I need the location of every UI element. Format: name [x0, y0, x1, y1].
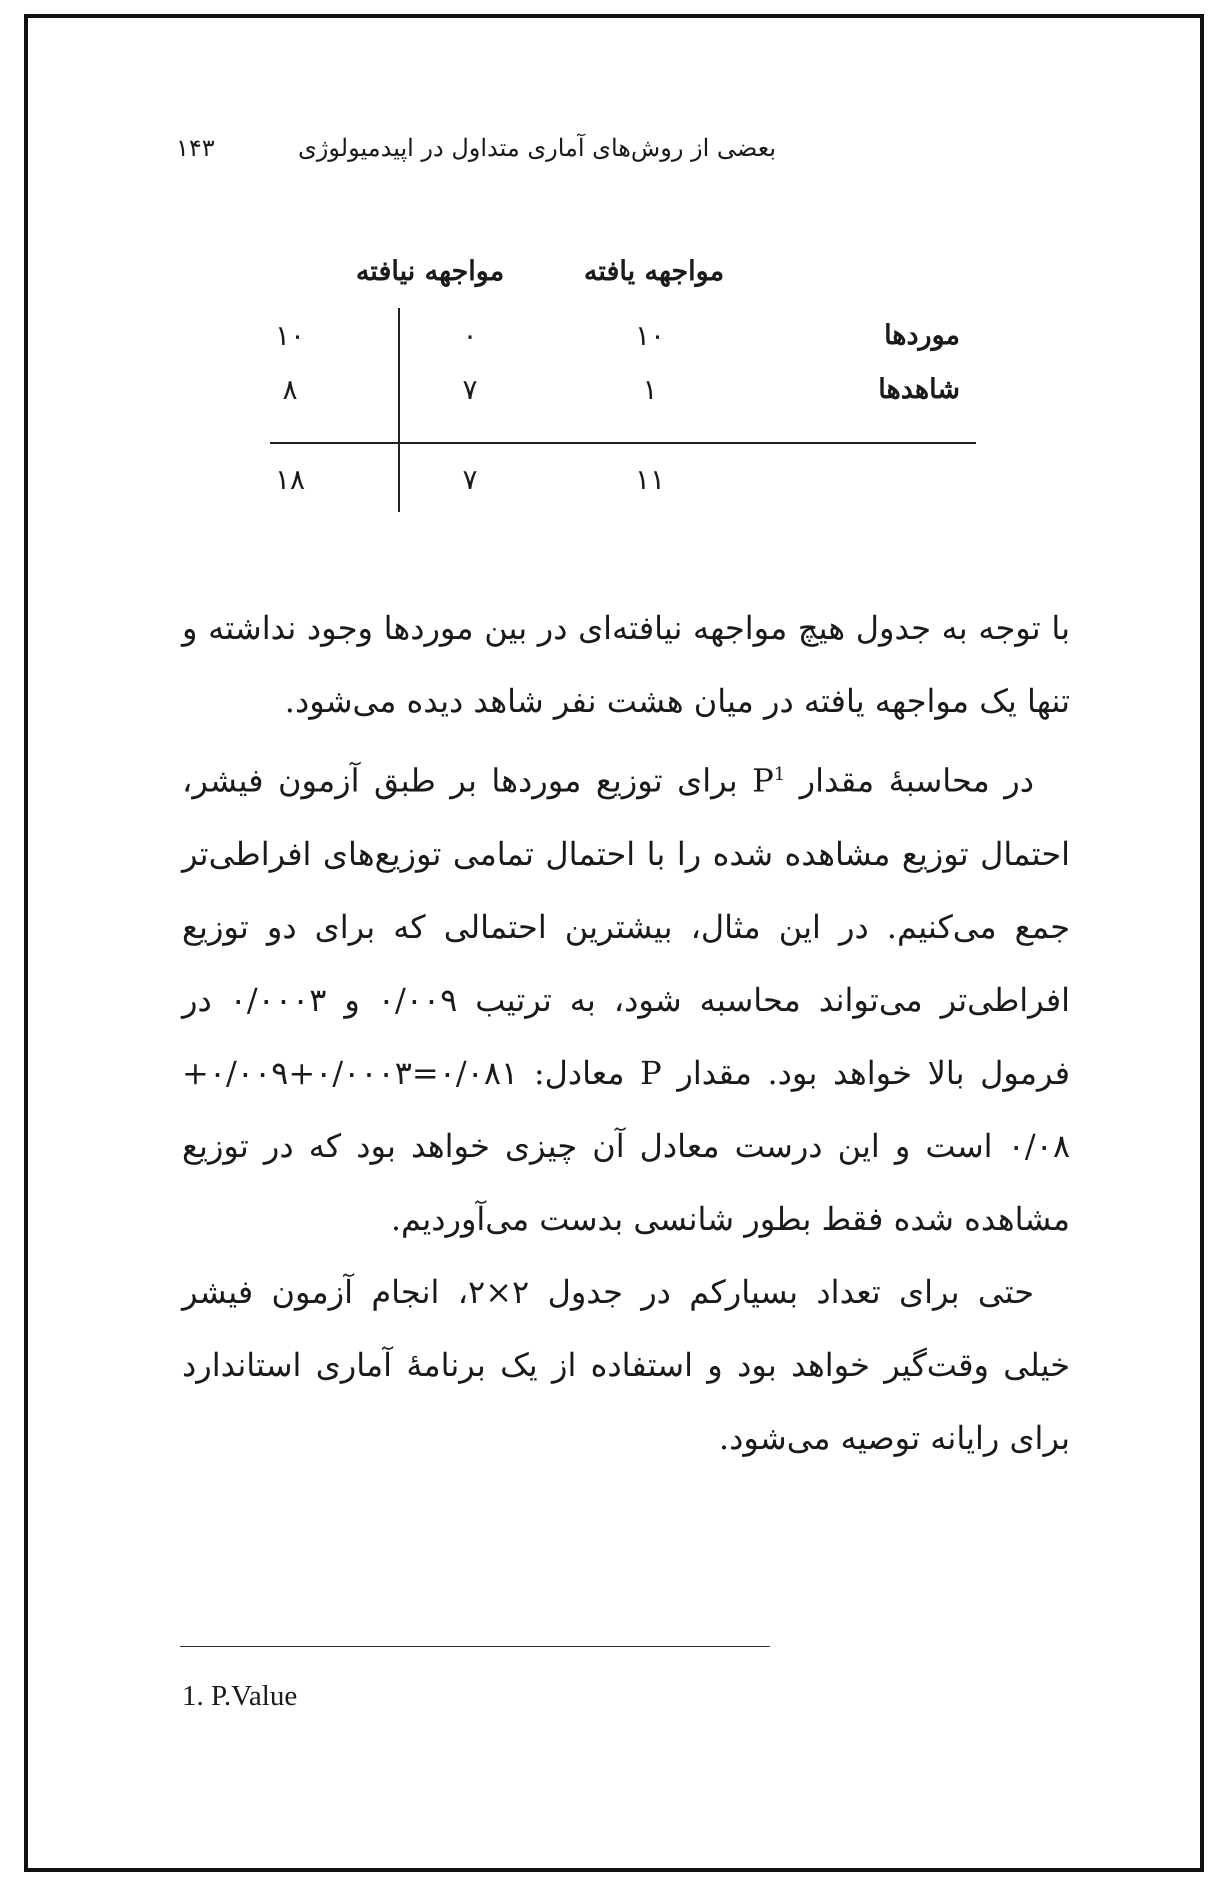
cell-cases-exposed: ۱۰ — [634, 319, 666, 352]
row-label-controls: شاهدها — [878, 374, 960, 405]
col-header-exposed: مواجهه یافته — [583, 256, 725, 287]
table-vertical-rule — [398, 308, 400, 512]
paragraph-2-rest: برای توزیع موردها بر طبق آزمون فیشر، احتمال توزیع مشاهده شده را با احتمال تمامی توزیع‌های افراطی‌تر جمع می‌کنیم. در این مثال، بیشترین احتمالی که برای دو توزیع افراطی‌تر می‌تواند محاسبه شود، به ترتیب ۰/۰۰۹ و ۰/۰۰۰۳ در فرمول بالا خواهد بود. مقدار P معادل: ۰/۰۸۱=۰/۰۰۰۳+۰/۰۰۹+ ۰/۰۸ است و این درست معادل آن چیزی خواهد بود که در توزیع مشاهده شده فقط بطور شانسی بدست می‌آوردیم. — [182, 761, 1071, 1238]
paragraph-2-start: در محاسبهٔ مقدار P — [752, 761, 1035, 800]
footnote: 1. P.Value — [182, 1680, 298, 1712]
cell-controls-exposed: ۱ — [642, 373, 658, 406]
paragraph-1: با توجه به جدول هیچ مواجهه نیافته‌ای در بین موردها وجود نداشته و تنها یک مواجهه یافته در میان هشت نفر شاهد دیده می‌شود. — [182, 609, 1070, 720]
row-label-cases: موردها — [884, 320, 960, 351]
running-header — [176, 128, 776, 168]
table-horizontal-rule — [270, 442, 976, 444]
footnote-marker: 1 — [773, 764, 786, 785]
col-header-unexposed: مواجهه نیافته — [355, 256, 505, 287]
page-number: ۱۴۳ — [176, 134, 215, 162]
cell-controls-total: ۸ — [282, 373, 298, 406]
paragraph-2 — [182, 738, 1070, 1256]
body-text — [182, 592, 1070, 1475]
cell-cases-unexposed: ۰ — [462, 319, 478, 352]
cell-cases-total: ۱۰ — [274, 319, 306, 352]
footnote-divider — [180, 1646, 770, 1647]
paragraph-3: حتی برای تعداد بسیارکم در جدول ۲×۲، انجام آزمون فیشر خیلی وقت‌گیر خواهد بود و استفاده از یک برنامهٔ آماری استاندارد برای رایانه توصیه می‌شود. — [182, 1272, 1070, 1457]
cell-grand-total: ۱۸ — [274, 463, 306, 496]
contingency-table — [270, 252, 990, 512]
header-title: بعضی از روش‌های آماری متداول در اپیدمیولوژی — [298, 134, 776, 162]
cell-total-unexposed: ۷ — [462, 463, 478, 496]
cell-controls-unexposed: ۷ — [462, 373, 478, 406]
cell-total-exposed: ۱۱ — [634, 463, 666, 496]
